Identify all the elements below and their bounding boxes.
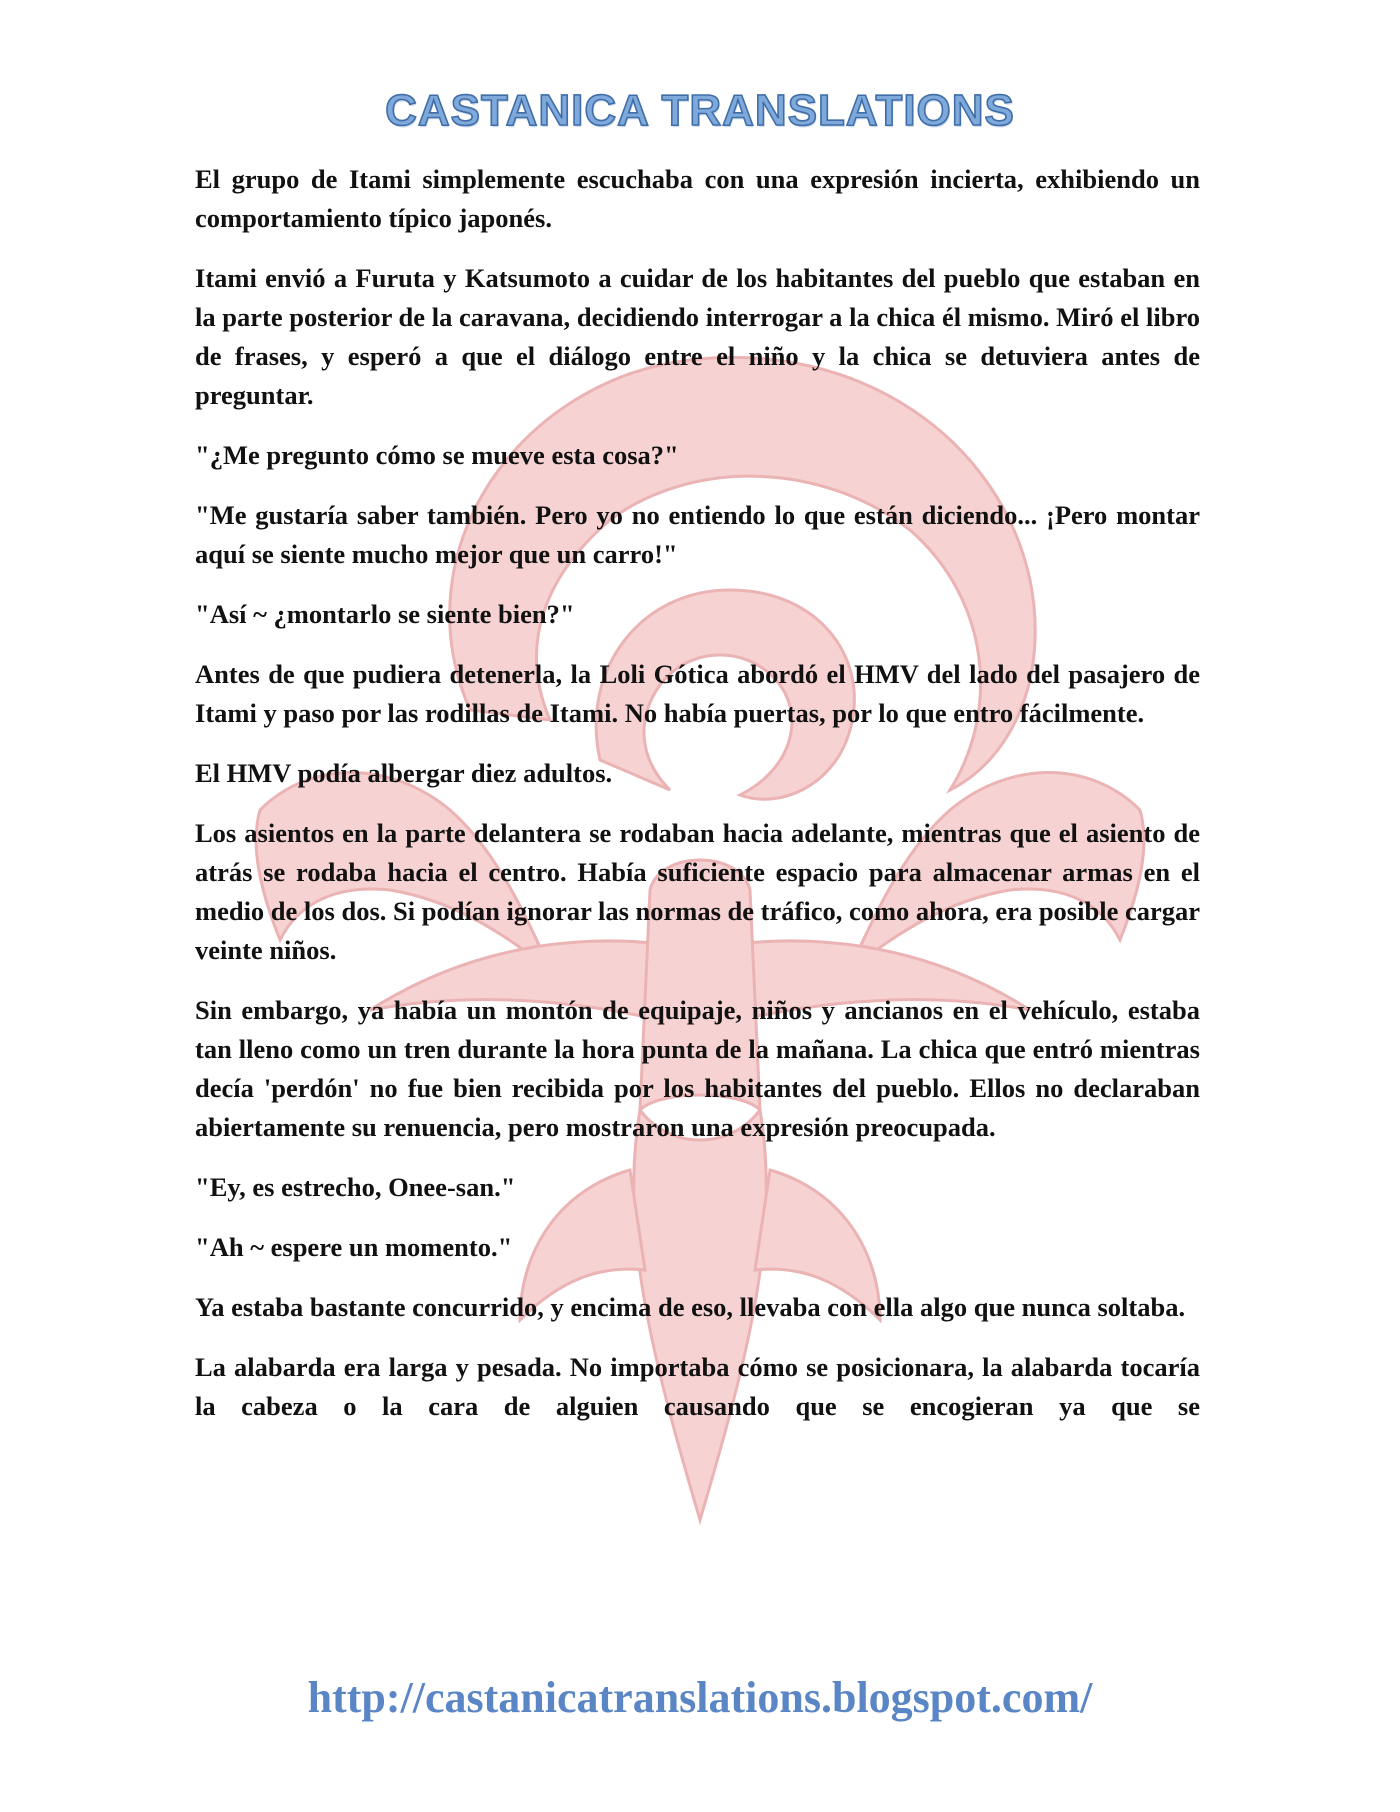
paragraph: Los asientos en la parte delantera se rodaban hacia adelante, mientras que el asiento de atrás se rodaba hacia el centro. Había suficiente espacio para almacenar armas en el medio de los dos. Si podían ignorar las normas de tráfico, como ahora, era posible cargar veinte niños.: [195, 818, 1201, 965]
paragraph: "Así ~ ¿montarlo se siente bien?": [195, 599, 575, 629]
paragraph: La alabarda era larga y pesada. No importaba cómo se posicionara, la alabarda tocaría la cabeza o la cara de alguien causando que se encogieran ya que se: [195, 1352, 1200, 1421]
paragraph: "Ah ~ espere un momento.": [195, 1232, 513, 1262]
paragraph: Sin embargo, ya había un montón de equipaje, niños y ancianos en el vehículo, estaba tan lleno como un tren durante la hora punta de la mañana. La chica que entró mientras decía 'perdón' no fue bien recibida por los habitantes del pueblo. Ellos no declaraban abiertamente su renuencia, pero mostraron una expresión preocupada.: [195, 995, 1200, 1142]
page-header: [0, 86, 1400, 136]
paragraph: "Ey, es estrecho, Onee-san.": [195, 1172, 516, 1202]
page-footer: [0, 1672, 1400, 1723]
paragraph: Ya estaba bastante concurrido, y encima de eso, llevaba con ella algo que nunca soltaba.: [195, 1292, 1186, 1322]
page-title: CASTANICA TRANSLATIONS: [385, 86, 1015, 135]
paragraph: El grupo de Itami simplemente escuchaba con una expresión incierta, exhibiendo un comportamiento típico japonés.: [195, 164, 1200, 233]
paragraph: "Me gustaría saber también. Pero yo no entiendo lo que están diciendo... ¡Pero montar aquí se siente mucho mejor que un carro!": [195, 500, 1200, 569]
paragraph: "¿Me pregunto cómo se mueve esta cosa?": [195, 440, 679, 470]
paragraph: Itami envió a Furuta y Katsumoto a cuidar de los habitantes del pueblo que estaban en la parte posterior de la caravana, decidiendo interrogar a la chica él mismo. Miró el libro de frases, y esperó a que el diálogo entre el niño y la chica se detuviera antes de preguntar.: [195, 263, 1200, 410]
paragraph: Antes de que pudiera detenerla, la Loli Gótica abordó el HMV del lado del pasajero de Itami y paso por las rodillas de Itami. No había puertas, por lo que entro fácilmente.: [195, 659, 1200, 728]
paragraph: El HMV podía albergar diez adultos.: [195, 758, 613, 788]
document-body: [195, 160, 1200, 1447]
blog-url-link[interactable]: http://castanicatranslations.blogspot.com/: [307, 1673, 1093, 1722]
